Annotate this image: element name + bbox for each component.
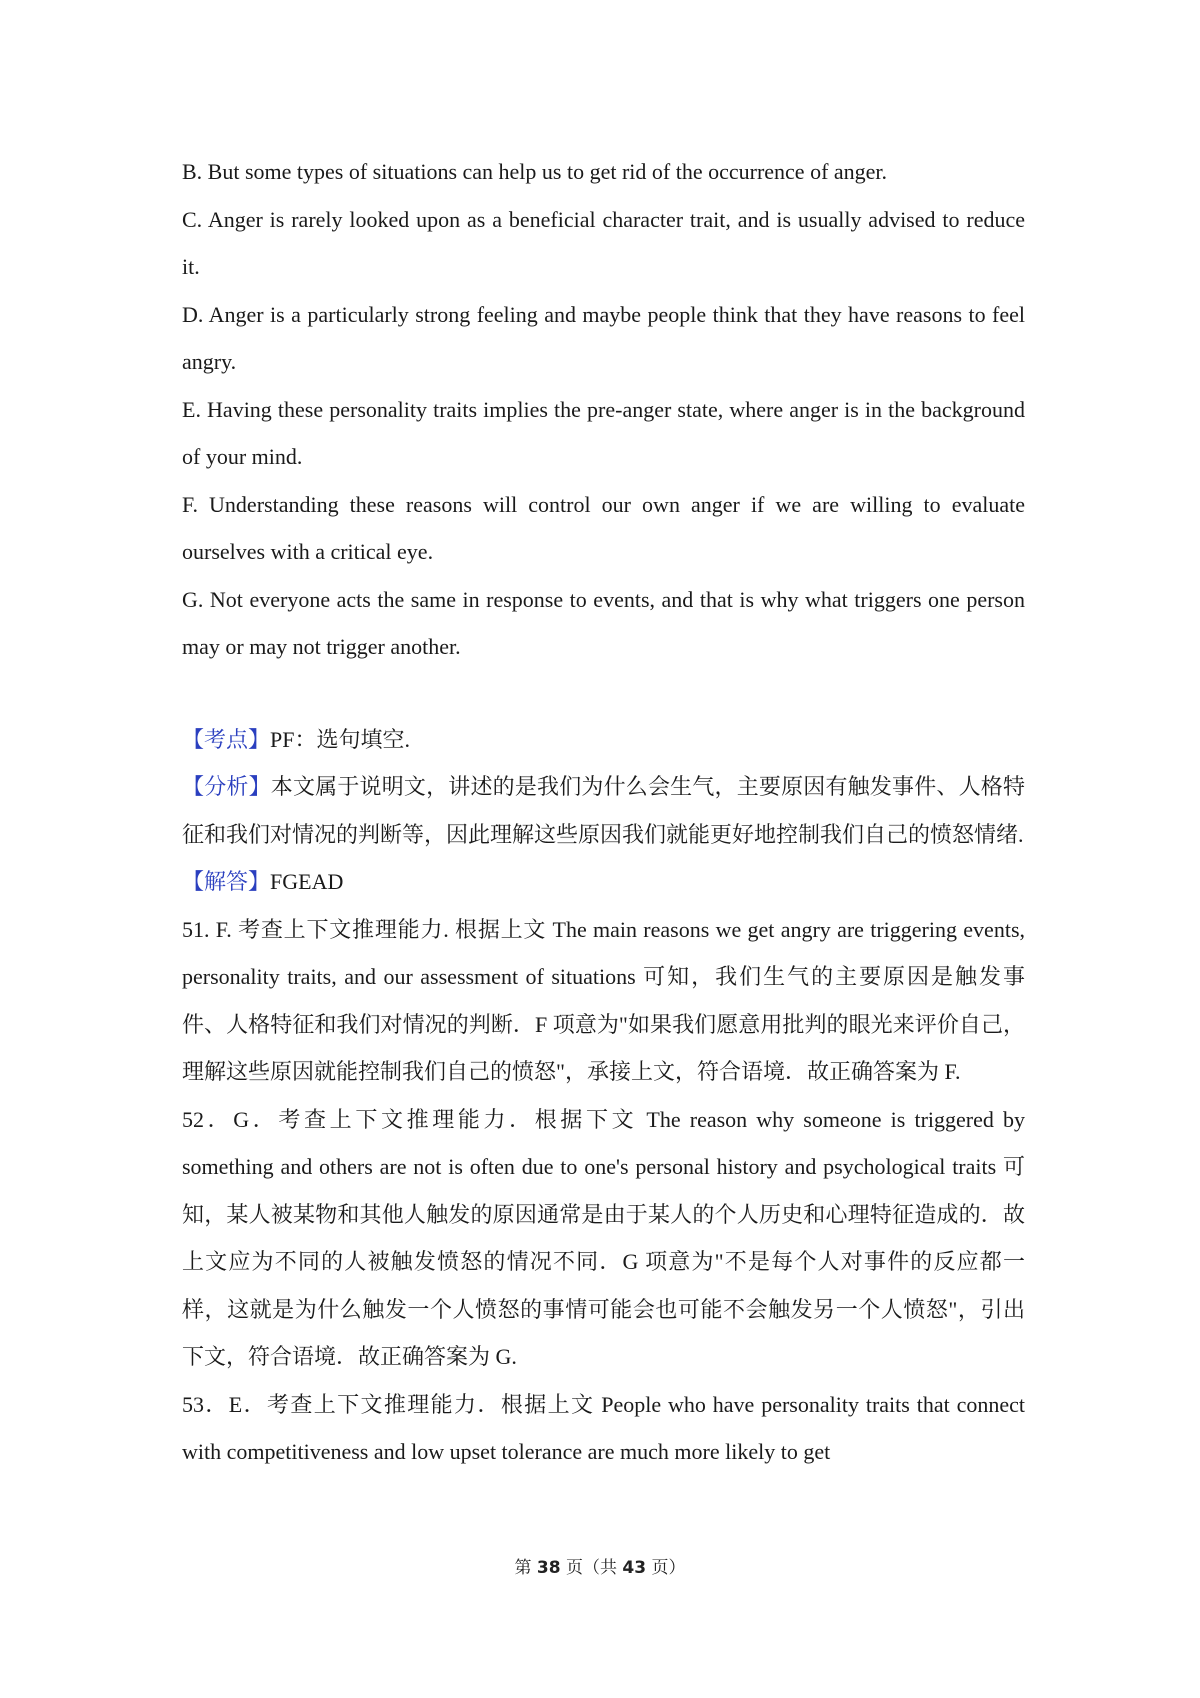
answer-52: 52．G．考查上下文推理能力．根据下文 The reason why someone is triggered by something and others are not is often due to one's personal history and psychological traits 可知，某人被某物和其他人触发的原因通常是由于某人的个人历史和心理特征造成的．故上文应为不同的人被触发愤怒的情况不同．G 项意为"不是每个人对事件的反应都一样，这就是为什么触发一个人愤怒的事情可能会也可能不会触发另一个人愤怒"，引出下文，符合语境．故正确答案为 G.: [182, 1106, 1025, 1369]
jieda-text: FGEAD: [270, 869, 344, 894]
option-c: C. Anger is rarely looked upon as a beneficial character trait, and is usually advised to reduce it.: [182, 206, 1025, 279]
kaodian-line: [182, 716, 1025, 764]
option-g: G. Not everyone acts the same in response to events, and that is why what triggers one person may or may not trigger another.: [182, 586, 1025, 659]
kaodian-text: PF：选句填空.: [270, 726, 410, 752]
footer-total-pages: 43: [622, 1558, 647, 1578]
footer-middle: 页（共: [560, 1558, 623, 1578]
option-f: F. Understanding these reasons will control our own anger if we are willing to evaluate ourselves with a critical eye.: [182, 491, 1025, 564]
option-d: D. Anger is a particularly strong feeling and maybe people think that they have reasons to feel angry.: [182, 301, 1025, 374]
page-content: [182, 148, 1025, 1476]
answer-53: 53．E．考查上下文推理能力．根据上文 People who have personality traits that connect with competitiveness and low upset tolerance are much more likely to get: [182, 1391, 1025, 1464]
fenxi-line: [182, 763, 1025, 858]
footer-suffix: 页）: [646, 1558, 686, 1578]
footer-prefix: 第: [514, 1558, 537, 1578]
kaodian-tag: 【考点】: [182, 726, 271, 752]
jieda-tag: 【解答】: [182, 869, 271, 894]
option-b: B. But some types of situations can help us to get rid of the occurrence of anger.: [182, 159, 888, 184]
answer-51: 51. F. 考查上下文推理能力. 根据上文 The main reasons we get angry are triggering events, personality traits, and our assessment of situations 可知，我们生气的主要原因是触发事件、人格特征和我们对情况的判断．F 项意为"如果我们愿意用批判的眼光来评价自己，理解这些原因就能控制我们自己的愤怒"，承接上文，符合语境．故正确答案为 F.: [182, 916, 1025, 1084]
fenxi-tag: 【分析】: [182, 774, 271, 799]
jieda-line: [182, 858, 1025, 906]
footer-page-number: 38: [536, 1558, 561, 1578]
section-gap: [182, 671, 1025, 716]
fenxi-text: 本文属于说明文，讲述的是我们为什么会生气，主要原因有触发事件、人格特征和我们对情况的判断等，因此理解这些原因我们就能更好地控制我们自己的愤怒情绪.: [182, 774, 1025, 847]
option-e: E. Having these personality traits implies the pre-anger state, where anger is in the background of your mind.: [182, 396, 1025, 469]
page-footer: [0, 1556, 1200, 1580]
